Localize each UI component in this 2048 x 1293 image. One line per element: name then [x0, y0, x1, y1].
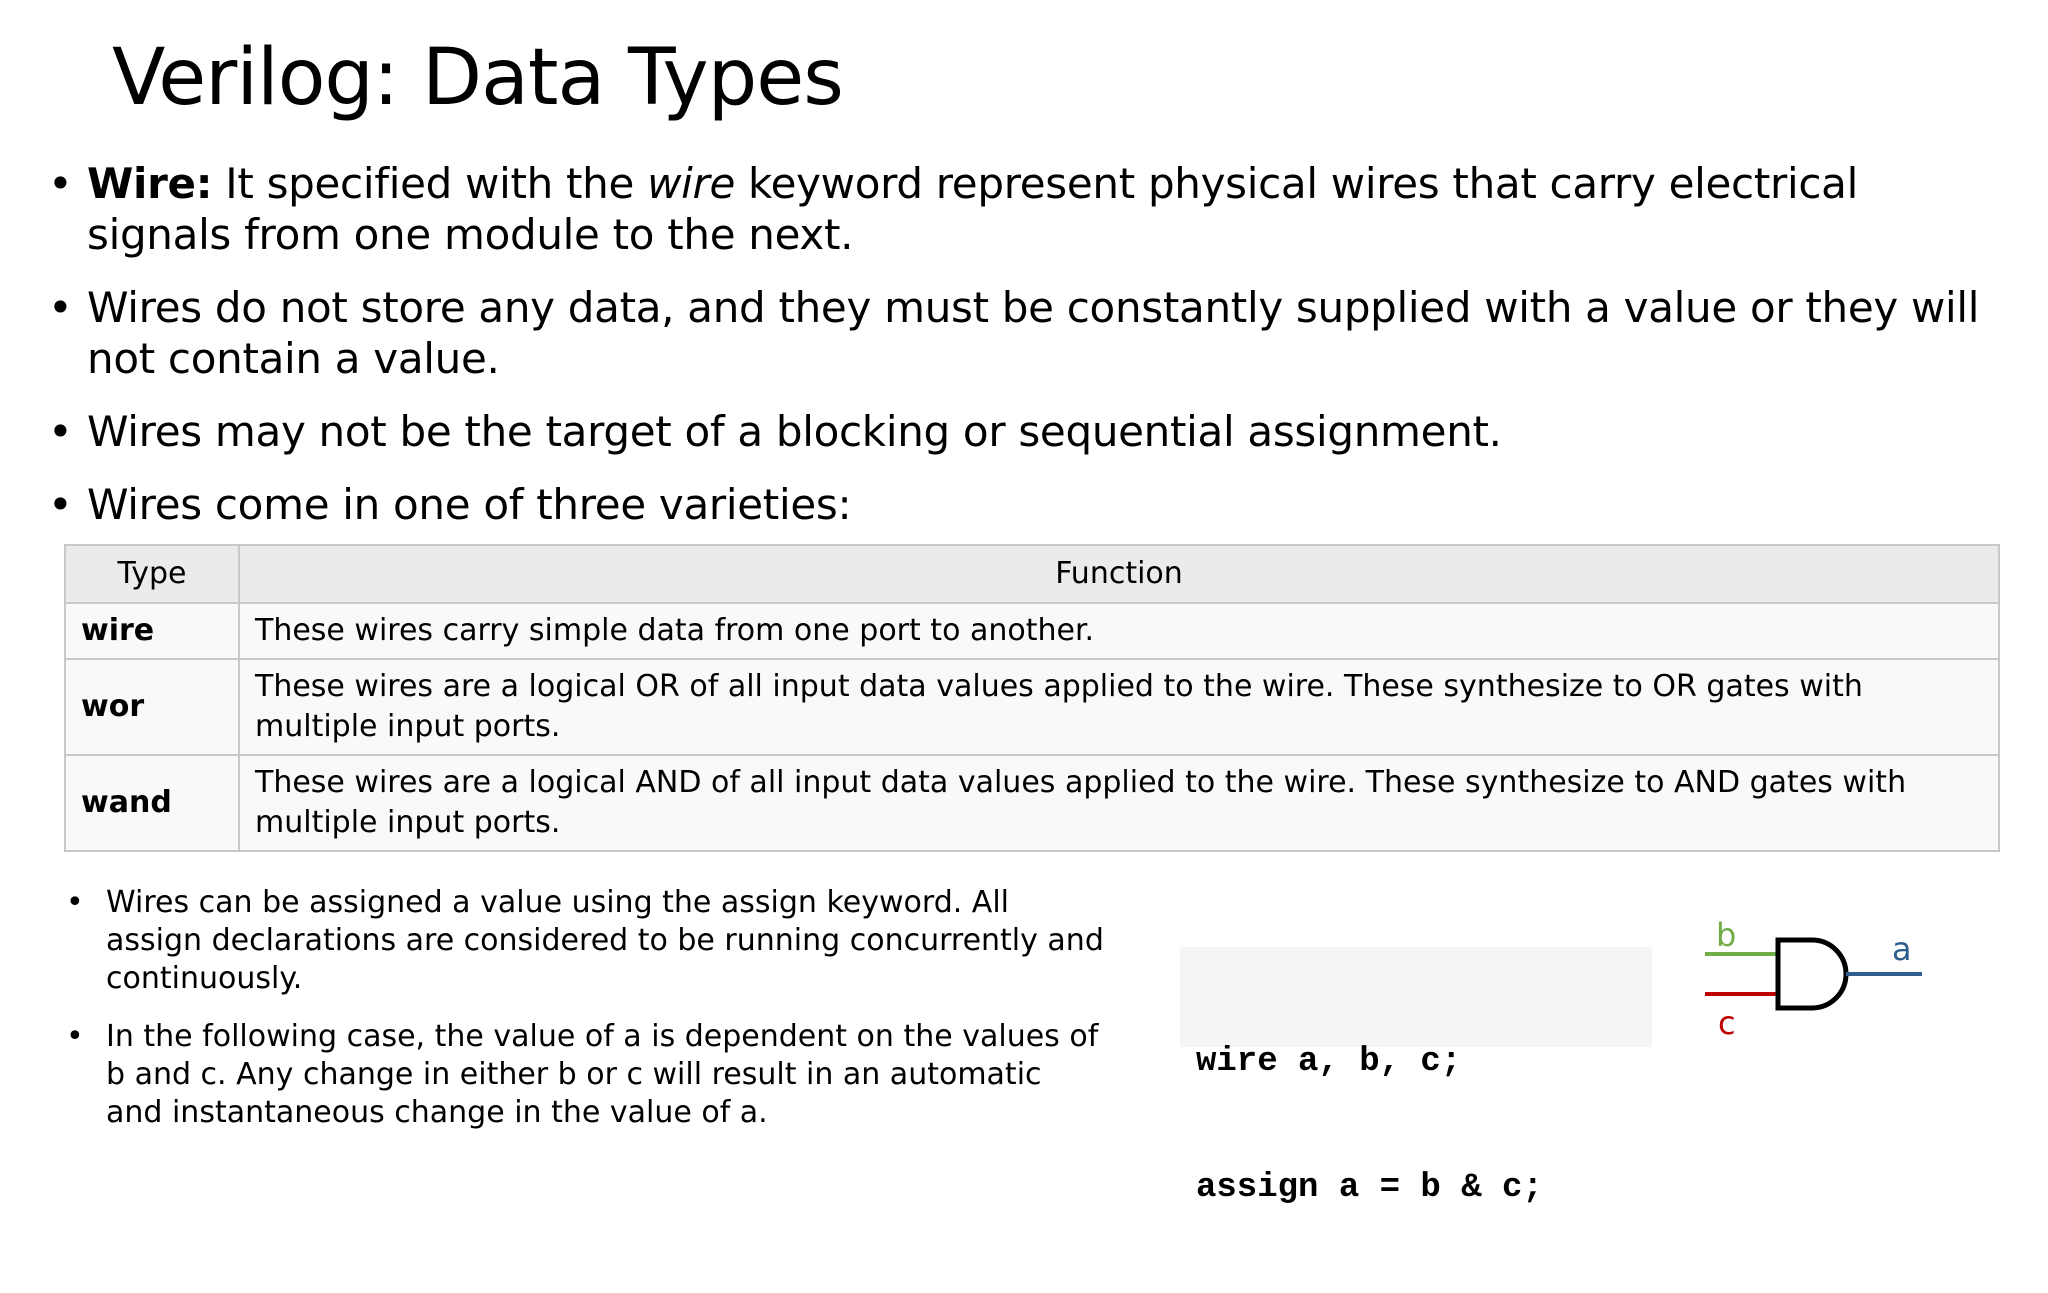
gate-label-a: a [1892, 930, 1912, 968]
table-header-function: Function [239, 545, 1999, 603]
bullet-text: Wires do not store any data, and they must be constantly supplied with a value or they will not contain a value. [87, 283, 1980, 383]
code-line: wire a, b, c; [1196, 1043, 1462, 1081]
bullet-wire-definition [48, 158, 2008, 260]
wire-types-table [64, 544, 2000, 852]
table-cell-function: These wires carry simple data from one port to another. [239, 603, 1999, 659]
bullet-text: It specified with the [212, 159, 648, 208]
table-row [65, 659, 1999, 755]
bullet-dot-icon: • [48, 480, 73, 529]
bullet-keyword: wire [647, 159, 735, 208]
list-item [64, 1018, 1104, 1132]
table-cell-type: wire [65, 603, 239, 659]
table-header-type: Type [65, 545, 239, 603]
table-row [65, 603, 1999, 659]
assign-bullet-list [64, 884, 1104, 1152]
gate-label-b: b [1716, 916, 1737, 954]
bullet-dot-icon: • [66, 885, 84, 920]
bullet-no-blocking [48, 406, 2008, 457]
bullet-text: Wires may not be the target of a blocking or sequential assignment. [87, 407, 1502, 456]
code-block [1180, 947, 1652, 1207]
bullet-lead: Wire: [87, 159, 213, 208]
table-cell-function: These wires are a logical OR of all input data values applied to the wire. These synthesize to OR gates with multiple input ports. [239, 659, 1999, 755]
and-gate-icon [1778, 940, 1846, 1008]
table-cell-type: wor [65, 659, 239, 755]
gate-label-c: c [1718, 1004, 1736, 1042]
bullet-dot-icon: • [48, 407, 73, 456]
table-cell-function: These wires are a logical AND of all input data values applied to the wire. These synthesize to AND gates with multiple input ports. [239, 755, 1999, 851]
bullet-text: keyword represent physical wires that carry electrical signals from one module to the next. [87, 159, 1858, 259]
table-cell-type: wand [65, 755, 239, 851]
slide-title: Verilog: Data Types [112, 33, 843, 123]
and-gate-diagram [1700, 912, 1940, 1052]
table-row [65, 755, 1999, 851]
bullet-dot-icon: • [66, 1019, 84, 1054]
bullet-dot-icon: • [48, 159, 73, 208]
bullet-text: Wires come in one of three varieties: [87, 480, 852, 529]
bullet-no-storage [48, 282, 2008, 384]
table-header-row [65, 545, 1999, 603]
code-line: assign a = b & c; [1196, 1169, 1543, 1207]
list-item [64, 884, 1104, 998]
bullet-text: Wires can be assigned a value using the assign keyword. All assign declarations are considered to be running concurrently and continuously. [106, 885, 1104, 996]
bullet-varieties [48, 479, 2008, 530]
bullet-dot-icon: • [48, 283, 73, 332]
bullet-text: In the following case, the value of a is dependent on the values of b and c. Any change in either b or c will result in an automatic and instantaneous change in the value of a. [106, 1019, 1099, 1130]
main-bullet-list [48, 158, 2008, 552]
